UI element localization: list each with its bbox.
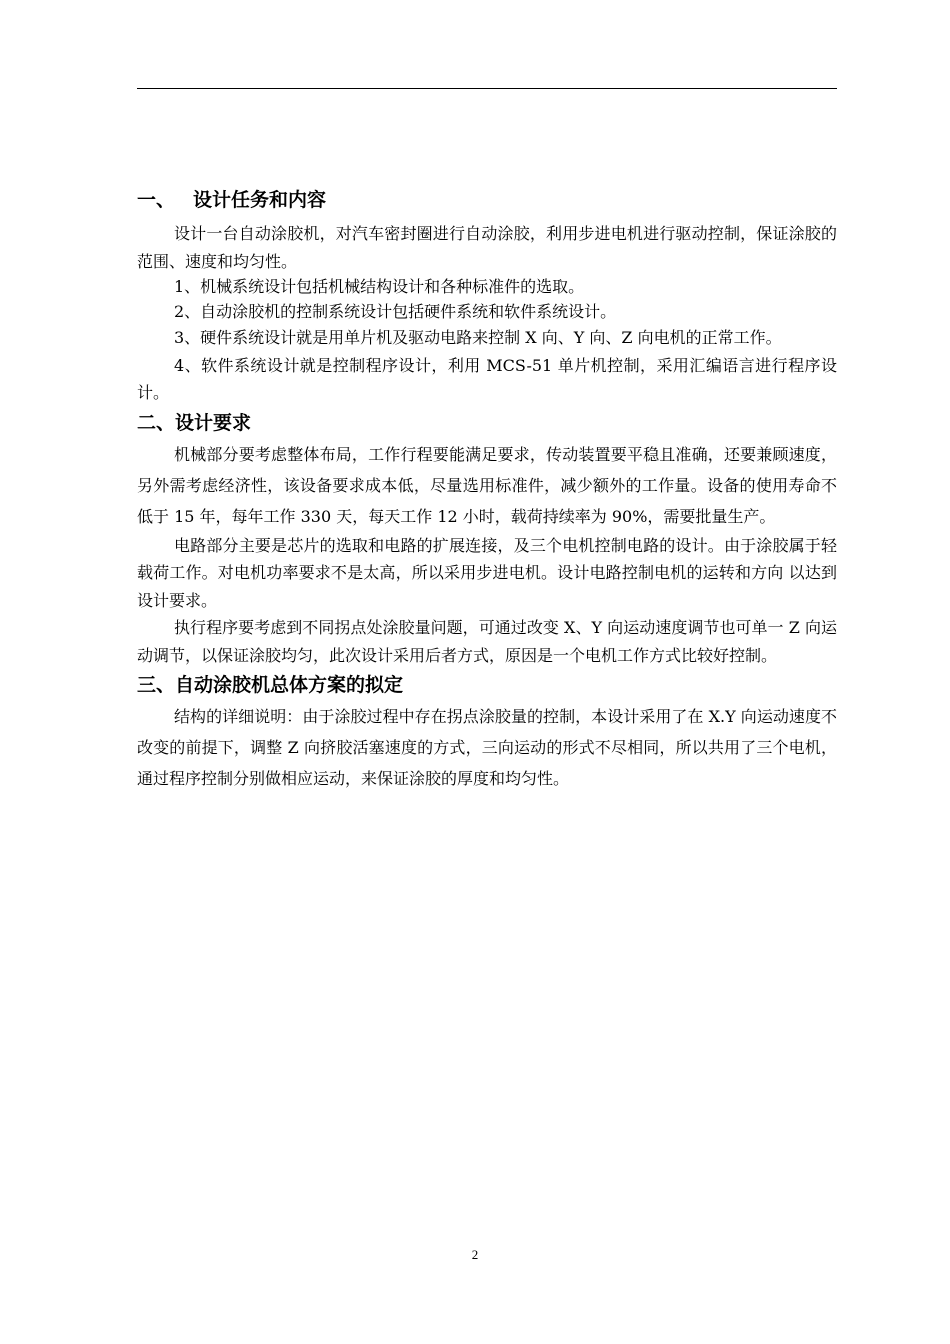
document-body	[137, 184, 837, 794]
section-heading-3: 三、自动涂胶机总体方案的拟定	[137, 674, 404, 696]
section1-paragraph-5: 4、软件系统设计就是控制程序设计，利用 MCS-51 单片机控制，采用汇编语言进行程序设计。	[137, 355, 837, 402]
section3-paragraph-1: 结构的详细说明：由于涂胶过程中存在拐点涂胶量的控制，本设计采用了在 X.Y 向运动速度不改变的前提下，调整 Z 向挤胶活塞速度的方式，三向运动的形式不尽相同，所以共用了三个电机，通过程序控制分别做相应运动，来保证涂胶的厚度和均匀性。	[137, 707, 837, 788]
section1-paragraph-3: 2、自动涂胶机的控制系统设计包括硬件系统和软件系统设计。	[174, 301, 617, 321]
header-rule	[137, 88, 837, 89]
section2-paragraph-2: 电路部分主要是芯片的选取和电路的扩展连接，及三个电机控制电路的设计。由于涂胶属于轻载荷工作。对电机功率要求不是太高，所以采用步进电机。设计电路控制电机的运转和方向 以达到设计要求。	[137, 535, 837, 610]
section-heading-1-title: 设计任务和内容	[193, 189, 327, 211]
section2-paragraph-1: 机械部分要考虑整体布局，工作行程要能满足要求，传动装置要平稳且准确，还要兼顾速度，另外需考虑经济性，该设备要求成本低，尽量选用标准件，减少额外的工作量。设备的使用寿命不低于 15 年，每年工作 330 天，每天工作 12 小时，载荷持续率为 90%，需要批量生产。	[137, 444, 837, 526]
section1-paragraph-4: 3、硬件系统设计就是用单片机及驱动电路来控制 X 向、Y 向、Z 向电机的正常工作。	[174, 328, 782, 347]
section-heading-1-number: 一、	[137, 189, 176, 211]
section-heading-1	[137, 184, 837, 216]
section1-paragraph-1: 设计一台自动涂胶机，对汽车密封圈进行自动涂胶，利用步进电机进行驱动控制，保证涂胶的范围、速度和均匀性。	[137, 224, 837, 271]
section1-paragraph-2: 1、机械系统设计包括机械结构设计和各种标准件的选取。	[174, 277, 585, 296]
page-number: 2	[471, 1247, 479, 1262]
section-heading-2: 二、设计要求	[137, 411, 252, 434]
section2-paragraph-3: 执行程序要考虑到不同拐点处涂胶量问题，可通过改变 X、Y 向运动速度调节也可单一 Z 向运动调节，以保证涂胶均匀，此次设计采用后者方式，原因是一个电机工作方式比较好控制。	[137, 618, 837, 665]
